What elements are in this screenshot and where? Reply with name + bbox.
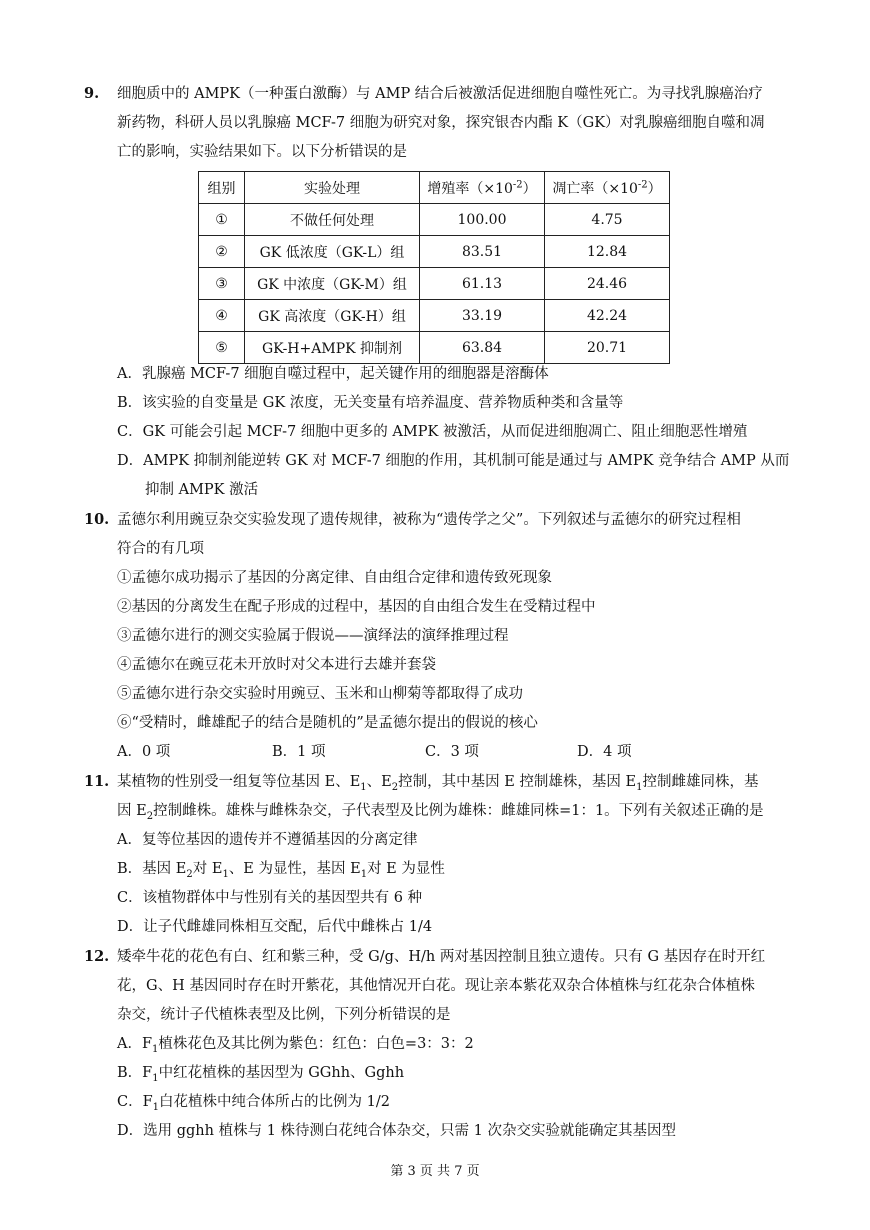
- cell-treatment: GK-H+AMPK 抑制剂: [245, 332, 420, 364]
- q9-stem-3: 亡的影响，实验结果如下。以下分析错误的是: [117, 144, 407, 160]
- q12-option-c: C．$F_1$白花植株中纯合体所占的比例为 1/2: [117, 1094, 390, 1113]
- q11-option-b: B．基因 $E_2$对 $E_1$、E 为显性，基因 $E_1$对 E 为显性: [117, 861, 445, 880]
- q10-choice-a: A．0 项: [117, 744, 171, 760]
- q9-results-table: [198, 171, 670, 364]
- header-treatment: 实验处理: [245, 172, 420, 204]
- cell-group: ⑤: [199, 332, 245, 364]
- q9-option-c: C．GK 可能会引起 MCF-7 细胞中更多的 AMPK 被激活，从而促进细胞凋亡、阻止细胞恶性增殖: [117, 424, 748, 440]
- q10-item-2: ②基因的分离发生在配子形成的过程中，基因的自由组合发生在受精过程中: [117, 599, 596, 615]
- q10-choice-b: B．1 项: [272, 744, 326, 760]
- cell-group: ②: [199, 236, 245, 268]
- table-row: [199, 332, 670, 364]
- cell-apoptosis: 42.24: [545, 300, 670, 332]
- q10-choice-d: D．4 项: [577, 744, 632, 760]
- page-footer: 第 3 页 共 7 页: [390, 1164, 480, 1179]
- cell-proliferation: 83.51: [420, 236, 545, 268]
- q10-number: 10.: [84, 511, 110, 528]
- cell-treatment: GK 中浓度（GK-M）组: [245, 268, 420, 300]
- header-apoptosis: 凋亡率$(\times 10^{-2})$: [545, 172, 670, 204]
- cell-proliferation: 61.13: [420, 268, 545, 300]
- q12-option-a: A．$F_1$植株花色及其比例为紫色：红色：白色=3：3：2: [117, 1036, 474, 1055]
- q12-stem-1: 矮牵牛花的花色有白、红和紫三种，受 G/g、H/h 两对基因控制且独立遗传。只有 G 基因存在时开红: [117, 949, 766, 965]
- q10-stem-1: 孟德尔利用豌豆杂交实验发现了遗传规律，被称为“遗传学之父”。下列叙述与孟德尔的研究过程相: [117, 512, 741, 528]
- cell-proliferation: 33.19: [420, 300, 545, 332]
- cell-apoptosis: 4.75: [545, 204, 670, 236]
- q12-option-d: D．选用 gghh 植株与 1 株待测白花纯合体杂交，只需 1 次杂交实验就能确定其基因型: [117, 1123, 676, 1139]
- q12-number: 12.: [84, 948, 110, 965]
- cell-group: ④: [199, 300, 245, 332]
- q11-number: 11.: [84, 773, 110, 790]
- cell-treatment: 不做任何处理: [245, 204, 420, 236]
- cell-treatment: GK 低浓度（GK-L）组: [245, 236, 420, 268]
- table-row: [199, 204, 670, 236]
- table-header-row: [199, 172, 670, 204]
- q9-stem-line-1: [84, 84, 99, 104]
- q11-stem-2: 因 $E_2$控制雌株。雄株与雌株杂交，子代表型及比例为雄株：雌雄同株=1：1。下列有关叙述正确的是: [117, 803, 764, 822]
- header-group: 组别: [199, 172, 245, 204]
- q10-item-4: ④孟德尔在豌豆花未开放时对父本进行去雄并套袋: [117, 657, 436, 673]
- q10-item-5: ⑤孟德尔进行杂交实验时用豌豆、玉米和山柳菊等都取得了成功: [117, 686, 523, 702]
- cell-proliferation: 63.84: [420, 332, 545, 364]
- q9-option-d: D．AMPK 抑制剂能逆转 GK 对 MCF-7 细胞的作用，其机制可能是通过与 AMPK 竞争结合 AMP 从而: [117, 453, 790, 469]
- q11-option-d: D．让子代雌雄同株相互交配，后代中雌株占 1/4: [117, 919, 433, 935]
- table-row: [199, 300, 670, 332]
- q9-option-d-cont: 抑制 AMPK 激活: [145, 482, 259, 498]
- q9-stem-2: 新药物，科研人员以乳腺癌 MCF-7 细胞为研究对象，探究银杏内酯 K（GK）对乳腺癌细胞自噬和凋: [117, 115, 765, 131]
- table-row: [199, 268, 670, 300]
- q10-stem-2: 符合的有几项: [117, 541, 204, 557]
- q12-option-b: B．$F_1$中红花植株的基因型为 GGhh、Gghh: [117, 1065, 405, 1084]
- q11-option-c: C．该植物群体中与性别有关的基因型共有 6 种: [117, 890, 423, 906]
- q12-stem-3: 杂交，统计子代植株表型及比例，下列分析错误的是: [117, 1007, 451, 1023]
- table-row: [199, 236, 670, 268]
- cell-proliferation: 100.00: [420, 204, 545, 236]
- q11-option-a: A．复等位基因的遗传并不遵循基因的分离定律: [117, 832, 418, 848]
- q10-item-3: ③孟德尔进行的测交实验属于假说——演绎法的演绎推理过程: [117, 628, 509, 644]
- q9-option-b: B．该实验的自变量是 GK 浓度，无关变量有培养温度、营养物质种类和含量等: [117, 395, 624, 411]
- cell-group: ③: [199, 268, 245, 300]
- q10-item-1: ①孟德尔成功揭示了基因的分离定律、自由组合定律和遗传致死现象: [117, 570, 552, 586]
- q10-choice-c: C．3 项: [425, 744, 479, 760]
- q12-stem-2: 花，G、H 基因同时存在时开紫花，其他情况开白花。现让亲本紫花双杂合体植株与红花杂合体植株: [117, 978, 755, 994]
- cell-apoptosis: 24.46: [545, 268, 670, 300]
- cell-group: ①: [199, 204, 245, 236]
- header-proliferation: 增殖率$(\times 10^{-2})$: [420, 172, 545, 204]
- q9-number: 9.: [84, 85, 100, 102]
- q9-option-a: A．乳腺癌 MCF-7 细胞自噬过程中，起关键作用的细胞器是溶酶体: [117, 366, 549, 382]
- cell-treatment: GK 高浓度（GK-H）组: [245, 300, 420, 332]
- cell-apoptosis: 20.71: [545, 332, 670, 364]
- q9-stem-1: 细胞质中的 AMPK（一种蛋白激酶）与 AMP 结合后被激活促进细胞自噬性死亡。为寻找乳腺癌治疗: [117, 86, 763, 102]
- cell-apoptosis: 12.84: [545, 236, 670, 268]
- q10-item-6: ⑥“受精时，雌雄配子的结合是随机的”是孟德尔提出的假说的核心: [117, 715, 538, 731]
- q11-stem-1: 某植物的性别受一组复等位基因 E、$E_1$、$E_2$控制，其中基因 E 控制雄株，基因 $E_1$控制雌雄同株，基: [117, 774, 759, 793]
